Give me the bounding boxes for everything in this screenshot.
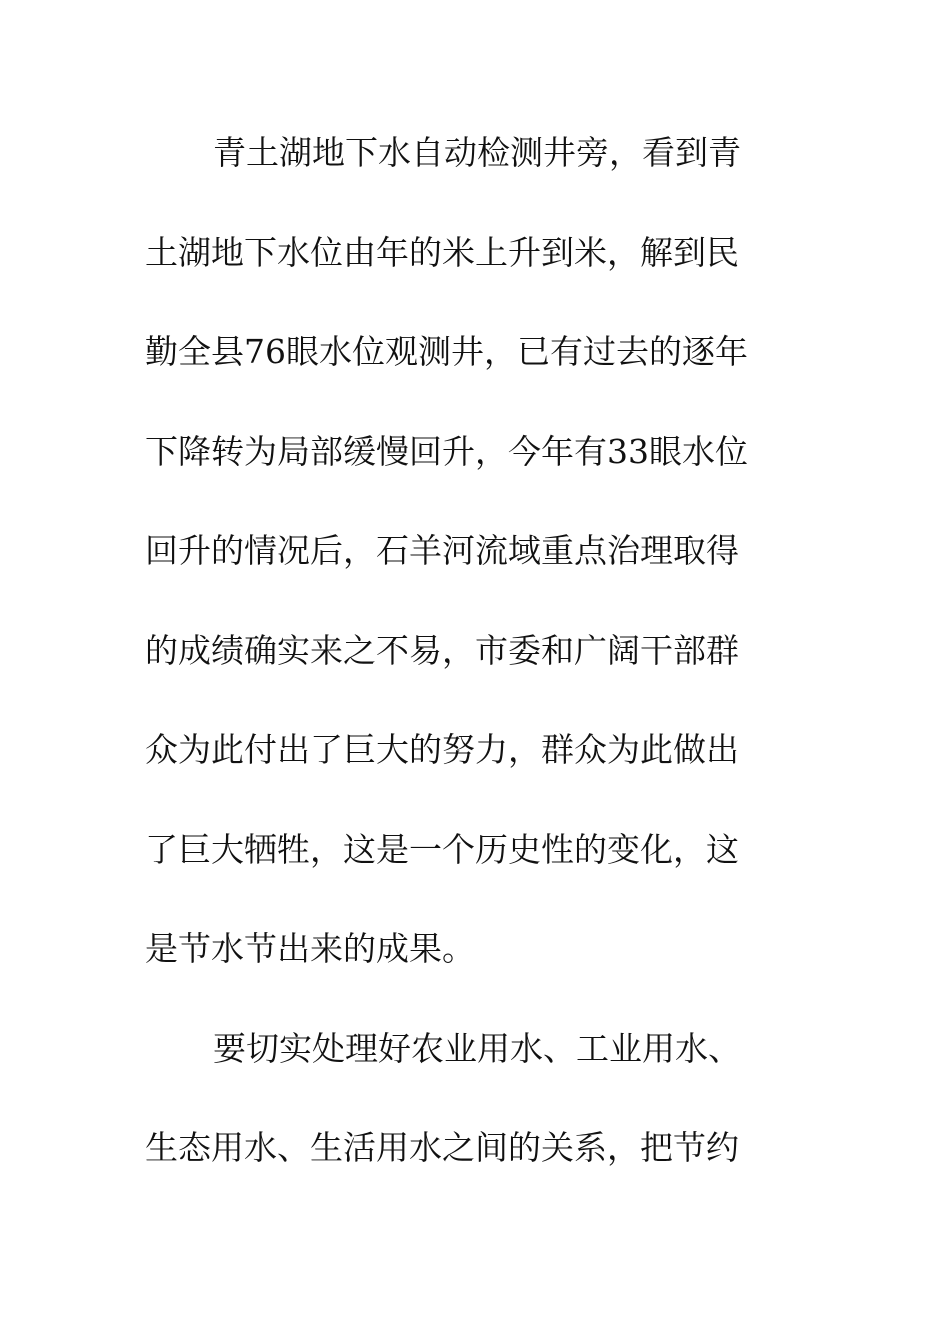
paragraph-2-line-1: 要切实处理好农业用水、工业用水、 [213,1029,741,1068]
paragraph-2-line-2: 生态用水、生活用水之间的关系，把节约 [145,1128,739,1167]
paragraph-1-line-4: 下降转为局部缓慢回升，今年有33眼水位 [145,432,748,471]
paragraph-1-line-7: 众为此付出了巨大的努力，群众为此做出 [145,730,739,769]
paragraph-1-line-6: 的成绩确实来之不易，市委和广阔干部群 [145,631,739,670]
paragraph-1-line-3: 勤全县76眼水位观测井，已有过去的逐年 [145,332,748,371]
paragraph-1-line-5: 回升的情况后，石羊河流域重点治理取得 [145,531,739,570]
paragraph-1-line-1: 青土湖地下水自动检测井旁，看到青 [213,133,741,172]
paragraph-1-line-2: 土湖地下水位由年的米上升到米，解到民 [145,233,739,272]
paragraph-1-line-9: 是节水节出来的成果。 [145,929,475,968]
paragraph-1-line-8: 了巨大牺牲，这是一个历史性的变化，这 [145,830,739,869]
